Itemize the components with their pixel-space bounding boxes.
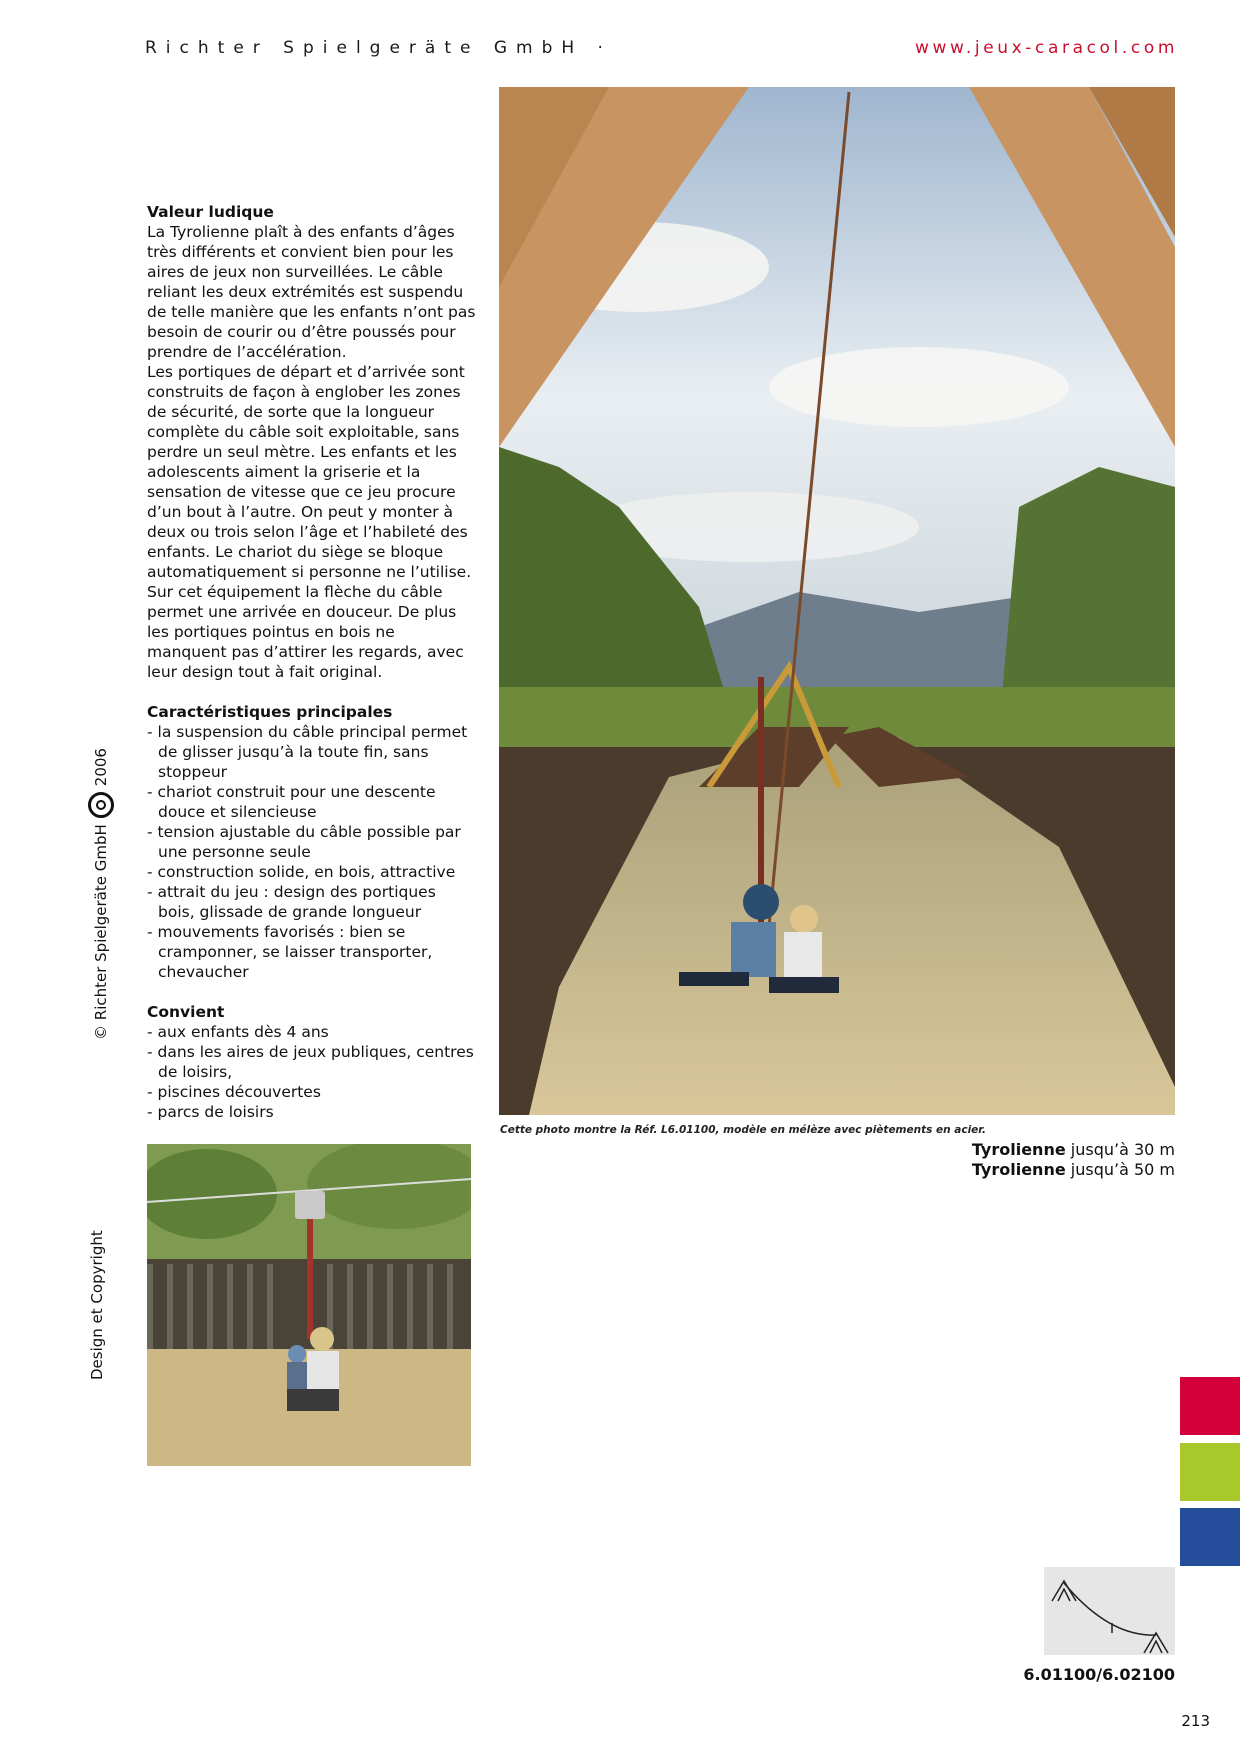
caracol-logo-icon <box>88 792 114 818</box>
list-item: - construction solide, en bois, attractive <box>147 862 477 882</box>
secondary-photo <box>147 1144 471 1466</box>
page-number: 213 <box>1181 1712 1210 1730</box>
reference-number: 6.01100/6.02100 <box>1023 1665 1175 1684</box>
list-item: - aux enfants dès 4 ans <box>147 1022 477 1042</box>
vertical-design-text: Design et Copyright <box>88 1230 106 1380</box>
color-tab-red <box>1180 1377 1240 1435</box>
product-line <box>972 1140 1175 1160</box>
color-tab-green <box>1180 1443 1240 1501</box>
product-line <box>972 1160 1175 1180</box>
caracteristiques-section <box>147 702 477 982</box>
convient-section <box>147 1002 477 1122</box>
list-item: - dans les aires de jeux publiques, centres de loisirs, <box>147 1042 477 1082</box>
main-product-photo <box>499 87 1175 1115</box>
color-tab-blue <box>1180 1508 1240 1566</box>
list-item: - parcs de loisirs <box>147 1102 477 1122</box>
list-item: - tension ajustable du câble possible par une personne seule <box>147 822 477 862</box>
valeur-paragraph-1: La Tyrolienne plaît à des enfants d’âges très différents et convient bien pour les aires de jeux non surveillées. Le câble reliant les deux extrémités est suspendu de telle manière que les enfants n’ont pas besoin de courir ou d’être poussés pour prendre de l’accélération. <box>147 223 476 361</box>
valeur-title: Valeur ludique <box>147 203 274 221</box>
copyright-text: © Richter Spielgeräte GmbH <box>92 824 110 1040</box>
zipline-diagram-icon <box>1044 1567 1175 1655</box>
product-name: Tyrolienne <box>971 1160 1066 1179</box>
website-url[interactable]: www.jeux-caracol.com <box>914 38 1178 58</box>
product-desc: jusqu’à 50 m <box>1065 1160 1175 1179</box>
valeur-paragraph-2: Les portiques de départ et d’arrivée sont construits de façon à englober les zones de sécurité, de sorte que la longueur complète du câble soit exploitable, sans perdre un seul mètre. Les enfants et les adolescents aiment la griserie et la sensation de vitesse que ce jeu procure d’un bout à l’autre. On peut y monter à deux ou trois selon l’âge et l’habileté des enfants. Le chariot du siège se bloque automatiquement si personne ne l’utilise. Sur cet équipement la flèche du câble permet une arrivée en douceur. De plus les portiques pointus en bois ne manquent pas d’attirer les regards, avec leur design tout à fait original. <box>147 363 472 681</box>
product-name: Tyrolienne <box>971 1140 1066 1159</box>
description-column <box>147 202 477 1142</box>
vertical-copyright <box>88 748 114 1040</box>
list-item: - la suspension du câble principal permet de glisser jusqu’à la toute fin, sans stoppeur <box>147 722 477 782</box>
copyright-year: 2006 <box>92 748 110 787</box>
list-item: - chariot construit pour une descente douce et silencieuse <box>147 782 477 822</box>
list-item: - attrait du jeu : design des portiques bois, glissade de grande longueur <box>147 882 477 922</box>
caracteristiques-list <box>147 722 477 982</box>
convient-title: Convient <box>147 1003 225 1021</box>
valeur-section <box>147 202 477 682</box>
caracteristiques-title: Caractéristiques principales <box>147 703 393 721</box>
photo-caption: Cette photo montre la Réf. L6.01100, modèle en mélèze avec piètements en acier. <box>500 1124 986 1136</box>
product-desc: jusqu’à 30 m <box>1065 1140 1175 1159</box>
product-lines <box>972 1140 1175 1180</box>
list-item: - piscines découvertes <box>147 1082 477 1102</box>
list-item: - mouvements favorisés : bien se cramponner, se laisser transporter, chevaucher <box>147 922 477 982</box>
convient-list <box>147 1022 477 1122</box>
company-name: Richter Spielgeräte GmbH · <box>145 38 612 58</box>
